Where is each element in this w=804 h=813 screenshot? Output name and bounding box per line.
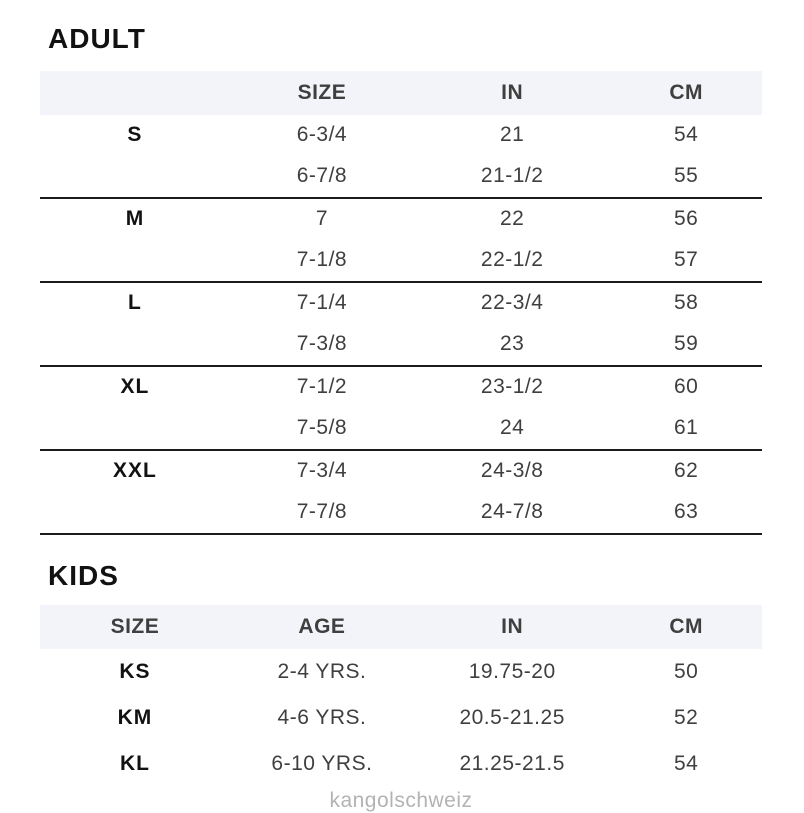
adult-group-m: [40, 199, 762, 283]
in-value: 22-3/4: [480, 291, 544, 315]
adult-group-xl: [40, 367, 762, 451]
cm-value: 55: [673, 164, 699, 188]
table-row: [40, 492, 762, 533]
in-value: 24: [499, 416, 525, 440]
table-row: [40, 367, 762, 408]
size-value: 7-1/2: [296, 375, 348, 399]
cm-value: 59: [673, 332, 699, 356]
table-row: [40, 115, 762, 156]
table-row: [40, 283, 762, 324]
cm-value: 60: [673, 375, 699, 399]
table-row: [40, 156, 762, 197]
in-value: 23: [499, 332, 525, 356]
cm-value: 61: [673, 416, 699, 440]
cm-value: 63: [673, 500, 699, 524]
size-value: 6-3/4: [296, 123, 348, 147]
size-label: KL: [119, 751, 150, 775]
table-row: [40, 324, 762, 365]
in-value: 21: [499, 123, 525, 147]
cm-value: 57: [673, 248, 699, 272]
in-value: 22: [499, 207, 525, 231]
adult-col-cm: CM: [669, 80, 703, 104]
cm-value: 62: [673, 459, 699, 483]
adult-col-in: IN: [501, 80, 524, 104]
size-value: 6-7/8: [296, 164, 348, 188]
in-value: 19.75-20: [468, 659, 556, 683]
table-row: [40, 695, 762, 741]
table-row: [40, 649, 762, 695]
table-row: [40, 741, 762, 787]
size-label: XXL: [113, 459, 157, 483]
size-label: M: [125, 207, 145, 231]
site-watermark: kangolschweiz: [329, 788, 473, 812]
kids-size-table: [40, 605, 762, 787]
size-label: KM: [117, 705, 153, 729]
kids-col-size: SIZE: [110, 614, 160, 638]
size-value: 7-1/4: [296, 291, 348, 315]
kids-table-header: [40, 605, 762, 649]
in-value: 24-3/8: [480, 459, 544, 483]
cm-value: 58: [673, 291, 699, 315]
size-value: 7-5/8: [296, 416, 348, 440]
kids-col-cm: CM: [669, 614, 703, 638]
size-value: 7: [315, 207, 329, 231]
in-value: 22-1/2: [480, 248, 544, 272]
size-value: 7-3/8: [296, 332, 348, 356]
adult-table-header: [40, 71, 762, 115]
kids-col-in: IN: [501, 614, 524, 638]
table-row: [40, 199, 762, 240]
in-value: 21.25-21.5: [459, 751, 565, 775]
size-label: KS: [119, 659, 151, 683]
size-value: 7-3/4: [296, 459, 348, 483]
age-value: 2-4 YRS.: [277, 659, 367, 683]
size-value: 7-7/8: [296, 500, 348, 524]
cm-value: 56: [673, 207, 699, 231]
cm-value: 50: [673, 659, 699, 683]
cm-value: 54: [673, 123, 699, 147]
size-label: S: [127, 123, 143, 147]
in-value: 20.5-21.25: [459, 705, 565, 729]
age-value: 4-6 YRS.: [277, 705, 367, 729]
in-value: 23-1/2: [480, 375, 544, 399]
size-label: L: [128, 291, 142, 315]
adult-group-s: [40, 115, 762, 199]
cm-value: 52: [673, 705, 699, 729]
cm-value: 54: [673, 751, 699, 775]
size-value: 7-1/8: [296, 248, 348, 272]
adult-group-l: [40, 283, 762, 367]
in-value: 24-7/8: [480, 500, 544, 524]
age-value: 6-10 YRS.: [271, 751, 373, 775]
table-row: [40, 240, 762, 281]
adult-section-title: ADULT: [48, 23, 146, 54]
adult-size-table: [40, 71, 762, 535]
adult-group-xxl: [40, 451, 762, 535]
in-value: 21-1/2: [480, 164, 544, 188]
size-label: XL: [120, 375, 150, 399]
kids-col-age: AGE: [298, 614, 346, 638]
kids-section-title: KIDS: [48, 559, 119, 591]
table-row: [40, 408, 762, 449]
adult-col-size: SIZE: [297, 80, 347, 104]
table-row: [40, 451, 762, 492]
